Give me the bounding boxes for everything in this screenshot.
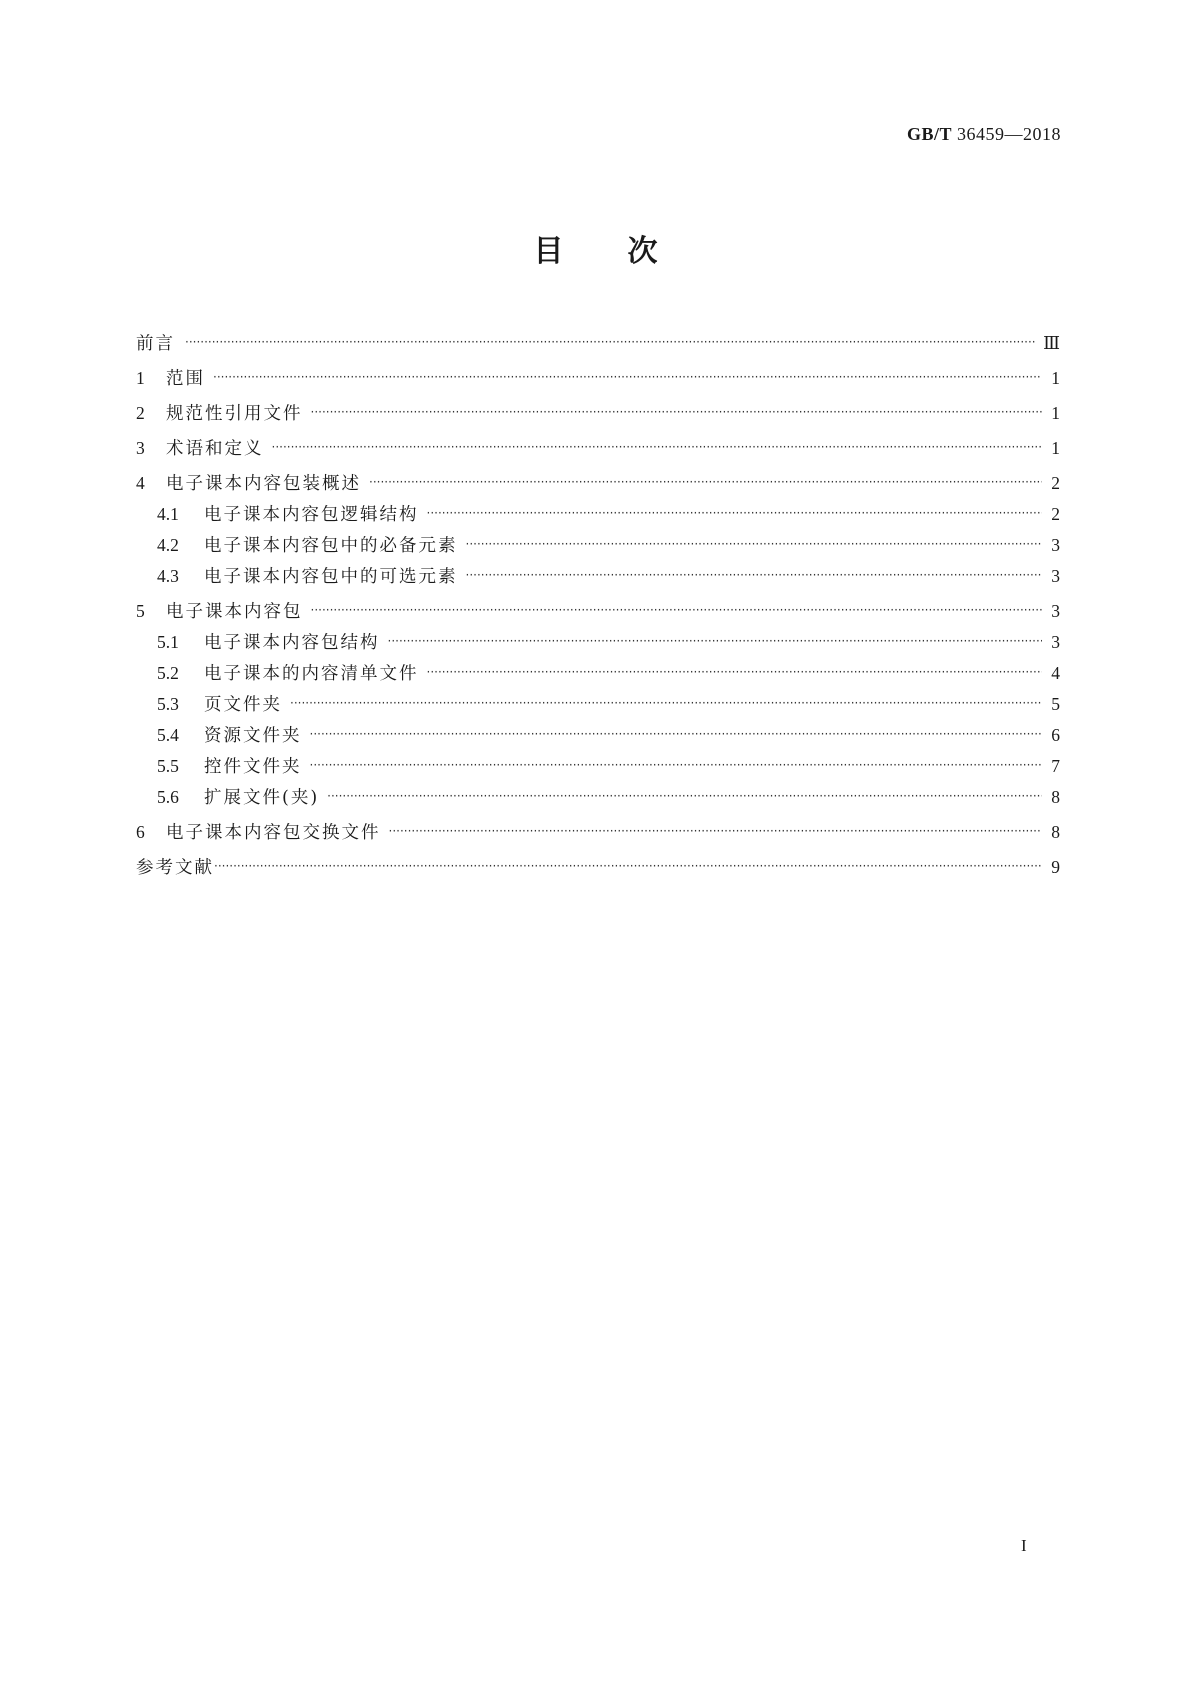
toc-leader-dots: [466, 537, 1043, 551]
toc-entry-label: 控件文件夹: [204, 757, 302, 777]
toc-entry-page: 3: [1051, 632, 1060, 652]
toc-entry-label: 电子课本内容包结构: [204, 633, 380, 653]
toc-entry-label: 页文件夹: [204, 695, 282, 715]
toc-leader-dots: [369, 475, 1042, 489]
toc-entry-page: 6: [1051, 725, 1060, 745]
page-title-char-1: 目: [533, 234, 564, 269]
table-of-contents: [136, 330, 1060, 879]
toc-entry-page: 8: [1051, 787, 1060, 807]
toc-entry-5-6[interactable]: [136, 784, 1060, 809]
toc-leader-dots: [327, 789, 1042, 803]
toc-leader-dots: [389, 824, 1043, 838]
toc-leader-dots: [427, 506, 1043, 520]
toc-entry-label: 电子课本的内容清单文件: [204, 664, 419, 684]
toc-entry-number: 6: [136, 822, 145, 842]
toc-leader-dots: [311, 603, 1043, 617]
toc-entry-page: 3: [1051, 601, 1060, 621]
toc-entry-5-2[interactable]: [136, 660, 1060, 685]
standard-number: 36459—2018: [957, 124, 1061, 144]
toc-entry-label: 范围: [166, 369, 205, 389]
toc-leader-dots: [290, 696, 1042, 710]
toc-entry-number: 5.5: [157, 756, 179, 776]
toc-entry-number: 5.1: [157, 632, 179, 652]
toc-entry-label: 电子课本内容包中的必备元素: [204, 536, 458, 556]
toc-entry-5[interactable]: [136, 598, 1060, 623]
toc-leader-dots: [310, 727, 1043, 741]
toc-entry-number: 5.3: [157, 694, 179, 714]
toc-entry-3[interactable]: [136, 435, 1060, 460]
toc-entry-label: 扩展文件(夹): [204, 788, 320, 808]
toc-entry-number: 1: [136, 368, 145, 388]
toc-entry-page: 1: [1051, 403, 1060, 423]
toc-leader-dots: [310, 758, 1043, 772]
toc-entry-page: 7: [1051, 756, 1060, 776]
toc-entry-5-3[interactable]: [136, 691, 1060, 716]
page-title: [0, 226, 1191, 270]
toc-entry-4[interactable]: [136, 470, 1060, 495]
toc-entry-number: 5.4: [157, 725, 179, 745]
page-number: I: [1021, 1536, 1027, 1555]
toc-entry-number: 4: [136, 473, 145, 493]
toc-entry-number: 5.2: [157, 663, 179, 683]
toc-leader-dots: [388, 634, 1043, 648]
toc-entry-label: 电子课本内容包逻辑结构: [204, 505, 419, 525]
toc-entry-label: 参考文献: [136, 858, 214, 878]
toc-leader-dots: [185, 335, 1035, 349]
toc-entry-page: 2: [1051, 504, 1060, 524]
toc-entry-2[interactable]: [136, 400, 1060, 425]
toc-entry-number: 4.3: [157, 566, 179, 586]
toc-entry-label: 电子课本内容包中的可选元素: [204, 567, 458, 587]
toc-entry-page: 8: [1051, 822, 1060, 842]
toc-entry-page: 2: [1051, 473, 1060, 493]
toc-entry-number: 4.2: [157, 535, 179, 555]
toc-entry-4-3[interactable]: [136, 563, 1060, 588]
toc-leader-dots: [466, 568, 1043, 582]
toc-entry-4-2[interactable]: [136, 532, 1060, 557]
toc-entry-page: 9: [1051, 857, 1060, 877]
toc-entry-page: 1: [1051, 438, 1060, 458]
toc-entry-4-1[interactable]: [136, 501, 1060, 526]
toc-entry-page: Ⅲ: [1043, 333, 1060, 353]
toc-entry-page: 1: [1051, 368, 1060, 388]
toc-entry-6[interactable]: [136, 819, 1060, 844]
toc-entry-label: 电子课本内容包交换文件: [166, 823, 381, 843]
toc-entry-number: 2: [136, 403, 145, 423]
toc-entry-label: 资源文件夹: [204, 726, 302, 746]
toc-entry-label: 术语和定义: [166, 439, 264, 459]
toc-entry-number: 5: [136, 601, 145, 621]
toc-entry-label: 电子课本内容包: [166, 602, 303, 622]
toc-leader-dots: [311, 405, 1043, 419]
toc-entry-page: 3: [1051, 535, 1060, 555]
toc-entry-label: 规范性引用文件: [166, 404, 303, 424]
toc-leader-dots: [272, 440, 1043, 454]
toc-entry-page: 3: [1051, 566, 1060, 586]
toc-entry-5-4[interactable]: [136, 722, 1060, 747]
page-title-char-2: 次: [627, 234, 658, 269]
toc-entry-1[interactable]: [136, 365, 1060, 390]
toc-entry-5-5[interactable]: [136, 753, 1060, 778]
toc-entry-number: 5.6: [157, 787, 179, 807]
toc-entry-bibliography[interactable]: [136, 854, 1060, 879]
toc-entry-5-1[interactable]: [136, 629, 1060, 654]
toc-leader-dots: [213, 370, 1042, 384]
toc-leader-dots: [214, 859, 1042, 873]
toc-entry-number: 4.1: [157, 504, 179, 524]
standard-code: [907, 124, 1061, 145]
toc-leader-dots: [427, 665, 1043, 679]
toc-entry-label: 前言: [136, 334, 175, 354]
toc-entry-number: 3: [136, 438, 145, 458]
standard-prefix: GB/T: [906, 124, 952, 144]
toc-entry-label: 电子课本内容包装概述: [166, 474, 361, 494]
toc-entry-page: 5: [1051, 694, 1060, 714]
toc-entry-foreword[interactable]: [136, 330, 1060, 355]
toc-entry-page: 4: [1051, 663, 1060, 683]
